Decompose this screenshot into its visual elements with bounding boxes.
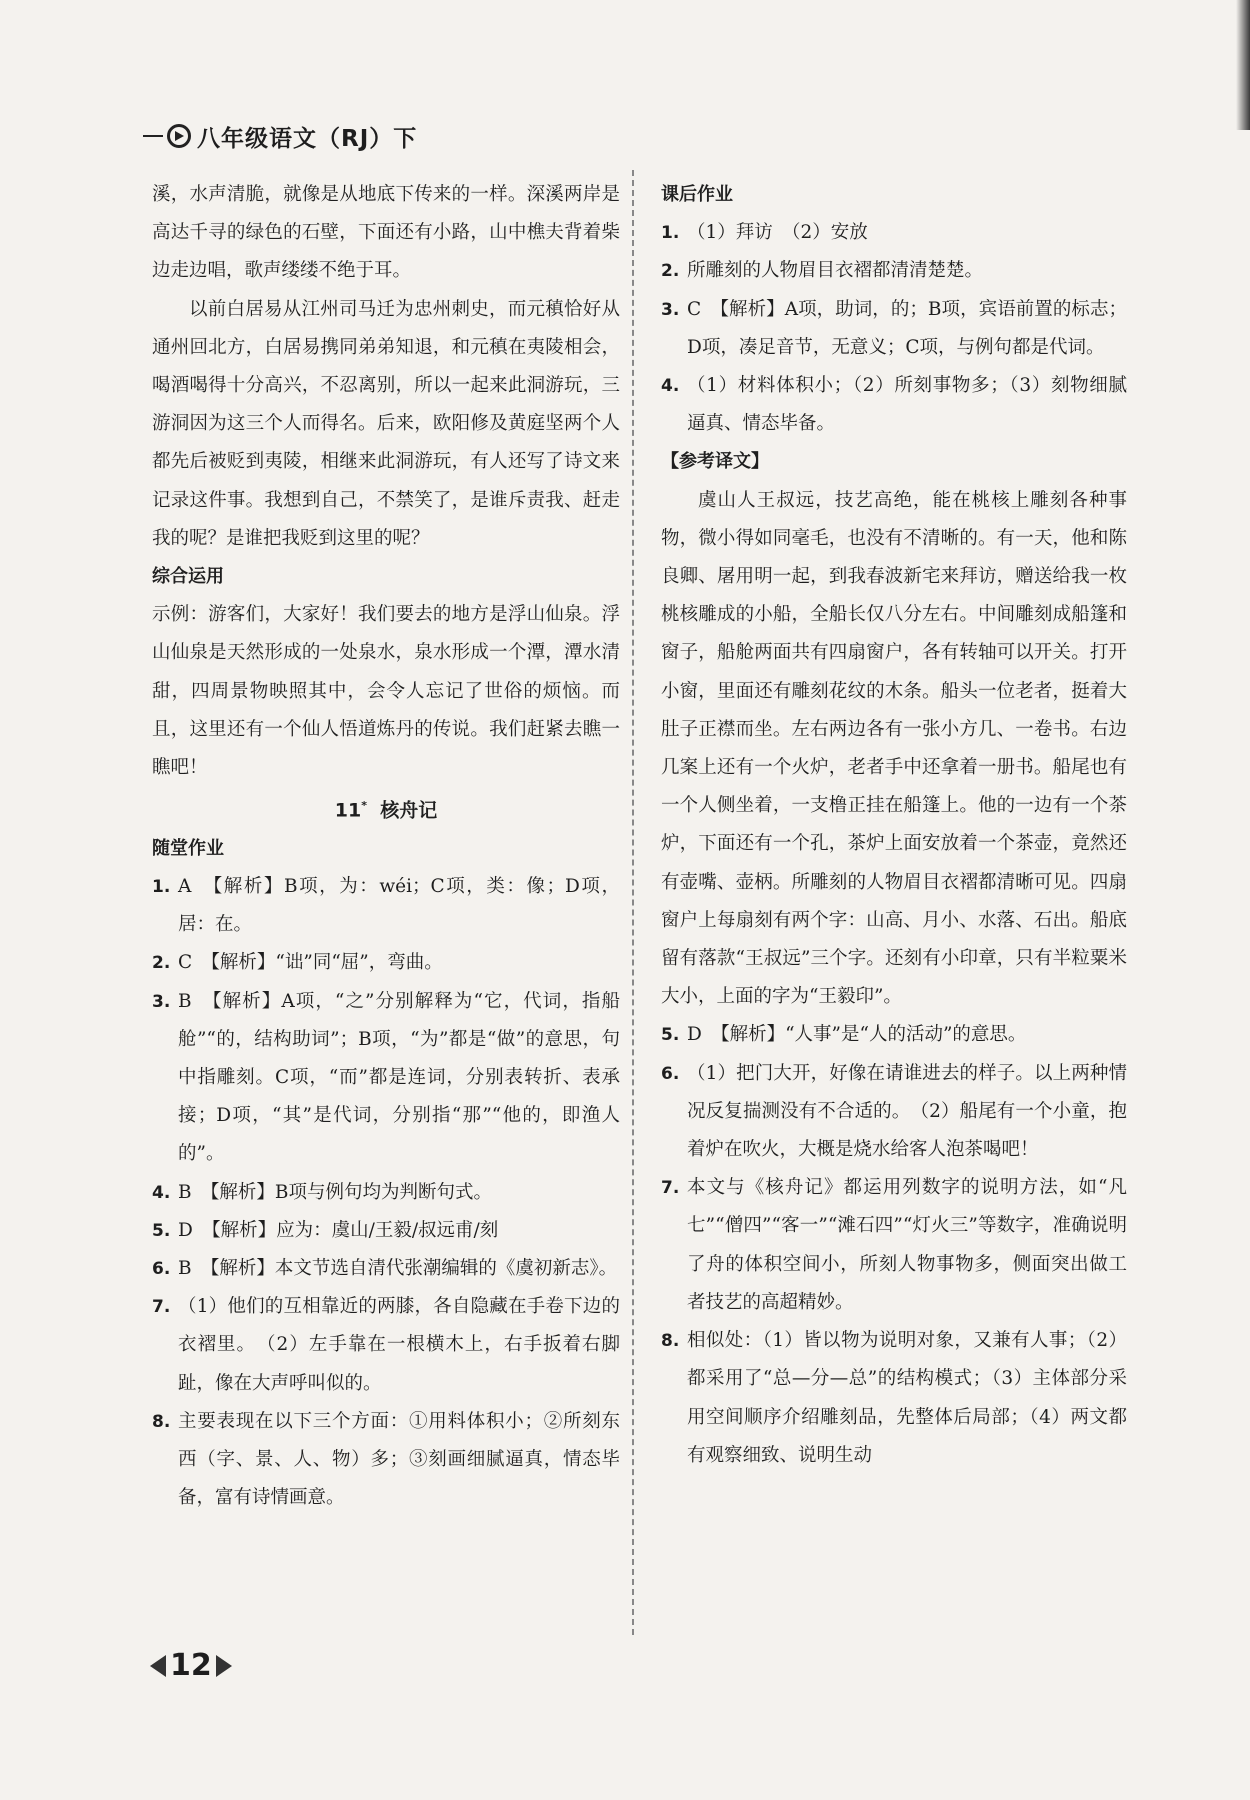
prev-arrow-icon bbox=[150, 1655, 166, 1677]
item-number: 5. bbox=[152, 1220, 171, 1241]
page-header bbox=[143, 118, 417, 154]
answer-item bbox=[152, 944, 620, 982]
item-number: 3. bbox=[661, 299, 680, 320]
answer-item bbox=[661, 291, 1127, 367]
column-divider bbox=[632, 170, 634, 1635]
answer-item bbox=[661, 367, 1127, 443]
answer-item bbox=[661, 1169, 1127, 1322]
answer-item bbox=[661, 1016, 1127, 1054]
item-number: 4. bbox=[152, 1182, 171, 1203]
answer-item bbox=[152, 868, 620, 944]
header-rule bbox=[143, 135, 163, 137]
item-number: 4. bbox=[661, 376, 680, 397]
answer-item bbox=[661, 1055, 1127, 1170]
item-text: B 【解析】A项，“之”分别解释为“它，代词，指船舱”“的，结构助词”；B项，“为”都是“做”的意思，句中指雕刻。C项，“而”都是连词，分别表转折、表承接；D项，“其”是代词，分别指“那”“他的，即渔人的”。 bbox=[178, 990, 620, 1165]
item-text: （1）拜访 （2）安放 bbox=[687, 222, 868, 244]
item-text: （1）他们的互相靠近的两膝，各自隐藏在手卷下边的衣褶里。 （2）左手靠在一根横木上，右手扳着右脚趾，像在大声呼叫似的。 bbox=[178, 1296, 620, 1394]
next-arrow-icon bbox=[216, 1655, 232, 1677]
item-text: B 【解析】本文节选自清代张潮编辑的《虞初新志》。 bbox=[178, 1258, 618, 1280]
intro-paragraph: 以前白居易从江州司马迁为忠州刺史，而元稹恰好从通州回北方，白居易携同弟弟知退，和元稹在夷陵相会，喝酒喝得十分高兴，不忍离别，所以一起来此洞游玩，三游洞因为这三个人而得名。后来，欧阳修及黄庭坚两个人都先后被贬到夷陵，相继来此洞游玩，有人还写了诗文来记录这件事。我想到自己，不禁笑了，是谁斥责我、赶走我的呢？是谁把我贬到这里的呢？ bbox=[152, 298, 620, 549]
item-text: A 【解析】B项，为：wéi；C项，类：像；D项，居：在。 bbox=[178, 875, 620, 936]
translation-text: 虞山人王叔远，技艺高绝，能在桃核上雕刻各种事物，微小得如同毫毛，也没有不清晰的。有一天，他和陈良卿、屠用明一起，到我春波新宅来拜访，赠送给我一枚桃核雕成的小船，全船长仅八分左右。中间雕刻成船篷和窗子，船舱两面共有四扇窗户，各有转轴可以开关。打开小窗，里面还有雕刻花纹的木条。船头一位老者，挺着大肚子正襟而坐。左右两边各有一张小方几、一卷书。右边几案上还有一个火炉，老者手中还拿着一册书。船尾也有一个人侧坐着，一支橹正挂在船篷上。他的一边有一个茶炉，下面还有一个孔，茶炉上面安放着一个茶壶，竟然还有壶嘴、壶柄。所雕刻的人物眉目衣褶都清晰可见。四扇窗户上每扇刻有两个字：山高、月小、水落、石出。船底留有落款“王叔远”三个字。还刻有小印章，只有半粒粟米大小，上面的字为“王毅印”。 bbox=[661, 489, 1127, 1008]
item-number: 1. bbox=[661, 223, 680, 244]
answer-item bbox=[661, 214, 1127, 252]
translation-label: 【参考译文】 bbox=[661, 451, 769, 473]
answer-item bbox=[152, 1250, 620, 1288]
answer-item bbox=[152, 983, 620, 1174]
item-number: 8. bbox=[661, 1331, 680, 1352]
item-number: 3. bbox=[152, 991, 171, 1012]
item-text: D 【解析】“人事”是“人的活动”的意思。 bbox=[687, 1024, 1027, 1046]
item-text: C 【解析】“诎”同“屈”，弯曲。 bbox=[178, 952, 443, 974]
page-edge-shadow bbox=[1236, 0, 1250, 130]
answer-item bbox=[661, 1322, 1127, 1475]
item-number: 5. bbox=[661, 1025, 680, 1046]
item-number: 2. bbox=[661, 261, 680, 282]
item-text: 主要表现在以下三个方面：①用料体积小；②所刻东西（字、景、人、物）多；③刻画细腻逼真，情态毕备，富有诗情画意。 bbox=[178, 1410, 620, 1509]
item-text: B 【解析】B项与例句均为判断句式。 bbox=[178, 1181, 492, 1203]
lesson-number: 11 bbox=[334, 799, 362, 822]
lesson-title bbox=[152, 787, 620, 830]
page-number: 12 bbox=[170, 1648, 212, 1683]
zonghe-text: 示例：游客们，大家好！我们要去的地方是浮山仙泉。浮山仙泉是天然形成的一处泉水，泉水形成一个潭，潭水清甜，四周景物映照其中，会令人忘记了世俗的烦恼。而且，这里还有一个仙人悟道炼丹的传说。我们赶紧去瞧一瞧吧！ bbox=[152, 604, 620, 779]
answer-item bbox=[152, 1174, 620, 1212]
item-text: （1）把门大开，好像在请谁进去的样子。以上两种情况反复揣测没有不合适的。 （2）船尾有一个小童，抱着炉在吹火，大概是烧水给客人泡茶喝吧！ bbox=[687, 1062, 1127, 1161]
item-number: 2. bbox=[152, 953, 171, 974]
item-number: 8. bbox=[152, 1411, 171, 1432]
item-number: 6. bbox=[152, 1259, 171, 1280]
item-text: D 【解析】应为：虞山/王毅/叔远甫/刻 bbox=[178, 1219, 499, 1241]
answer-item bbox=[152, 1288, 620, 1403]
answer-item bbox=[661, 252, 1127, 290]
item-number: 1. bbox=[152, 876, 171, 897]
item-text: 本文与《核舟记》都运用列数字的说明方法，如“凡七”“僧四”“客一”“滩石四”“灯火三”等数字，准确说明了舟的体积空间小，所刻人物事物多，侧面突出做工者技艺的高超精妙。 bbox=[687, 1177, 1127, 1313]
section-heading-suitang: 随堂作业 bbox=[152, 837, 224, 859]
book-title: 八年级语文（RJ）下 bbox=[197, 125, 418, 152]
answer-item bbox=[152, 1403, 620, 1518]
item-text: 所雕刻的人物眉目衣褶都清清楚楚。 bbox=[687, 260, 984, 282]
lesson-mark: * bbox=[361, 799, 367, 813]
item-number: 6. bbox=[661, 1063, 680, 1084]
section-heading-zonghe: 综合运用 bbox=[152, 566, 224, 588]
right-column bbox=[661, 176, 1127, 1475]
lesson-name: 核舟记 bbox=[380, 799, 438, 822]
page-footer bbox=[150, 1648, 232, 1683]
section-heading-kehou: 课后作业 bbox=[661, 184, 733, 205]
item-text: C 【解析】A项，助词，的；B项，宾语前置的标志；D项，凑足音节，无意义；C项，与例句都是代词。 bbox=[687, 298, 1127, 358]
item-number: 7. bbox=[661, 1178, 680, 1199]
item-number: 7. bbox=[152, 1297, 171, 1318]
item-text: 相似处：（1）皆以物为说明对象，又兼有人事；（2）都采用了“总—分—总”的结构模式；（3）主体部分采用空间顺序介绍雕刻品，先整体后局部；（4）两文都有观察细致、说明生动 bbox=[687, 1330, 1127, 1466]
play-circle-icon bbox=[167, 124, 191, 148]
left-column bbox=[152, 176, 620, 1517]
intro-paragraph: 溪，水声清脆，就像是从地底下传来的一样。深溪两岸是高达千寻的绿色的石壁，下面还有小路，山中樵夫背着柴边走边唱，歌声缕缕不绝于耳。 bbox=[152, 184, 620, 282]
answer-item bbox=[152, 1212, 620, 1250]
item-text: （1）材料体积小；（2）所刻事物多；（3）刻物细腻逼真、情态毕备。 bbox=[687, 375, 1127, 435]
